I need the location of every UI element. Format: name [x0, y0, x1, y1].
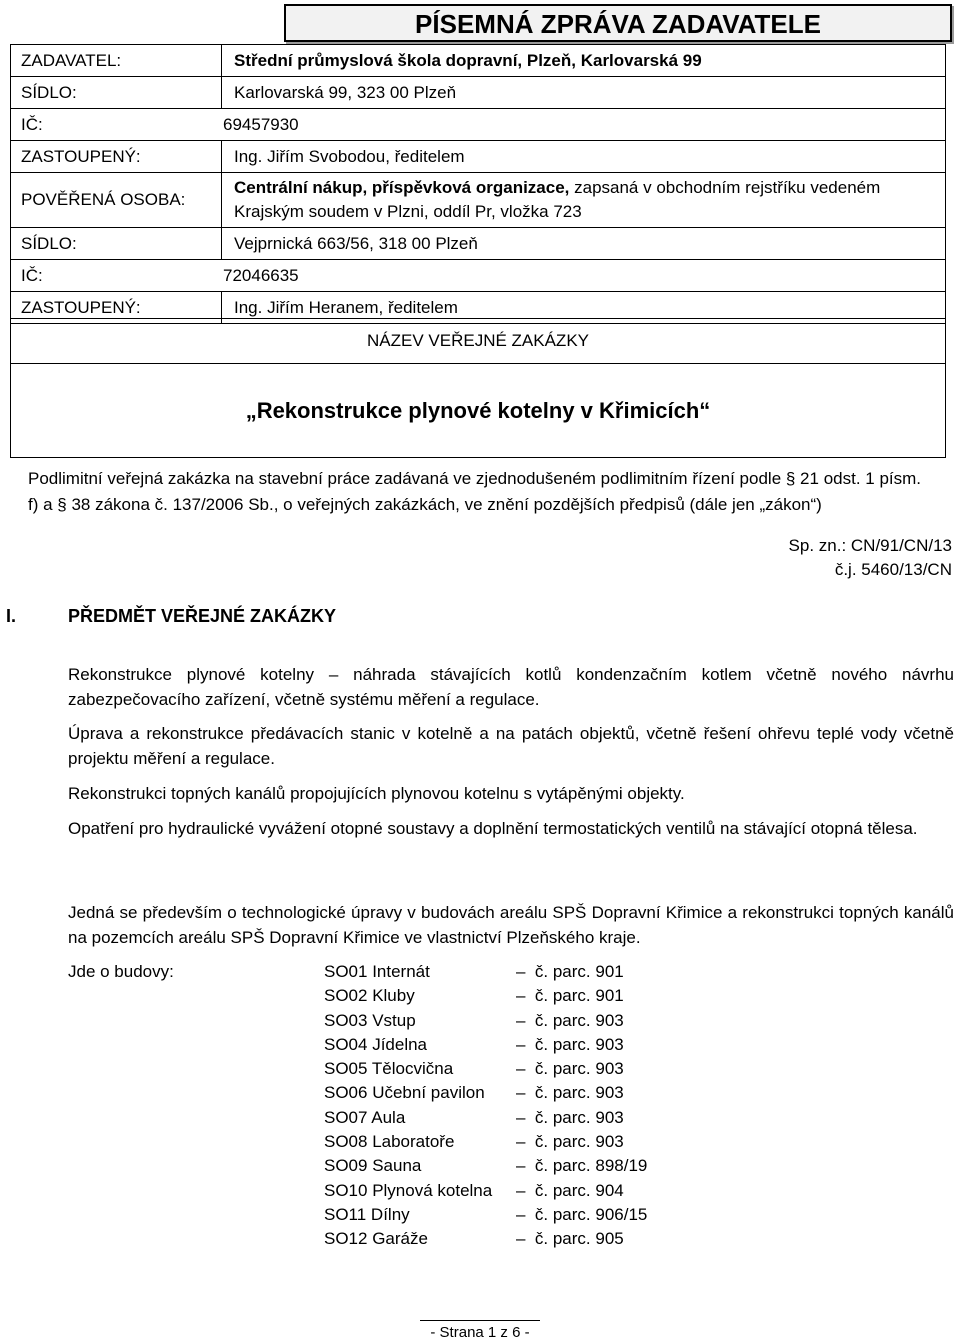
building-parcel: – č. parc. 904 — [516, 1180, 624, 1200]
building-name: SO07 Aula — [324, 1107, 406, 1127]
sp-zn: Sp. zn.: CN/91/CN/13 — [788, 536, 952, 555]
paragraph-5: Jedná se především o technologické úpravy v budovách areálu SPŠ Dopravní Křimice a rekonstrukci topných kanálů na pozemcích areálu SPŠ Dopravní Křimice ve vlastnictví Plzeňského kraje. — [68, 903, 954, 947]
sidlo-2-value: Vejprnická 663/56, 318 00 Plzeň — [221, 228, 945, 259]
zastoupeny-1-label: ZASTOUPENÝ: — [21, 146, 141, 166]
ic-2-value: 72046635 — [223, 265, 299, 285]
building-row — [324, 1057, 647, 1081]
cj: č.j. 5460/13/CN — [834, 560, 952, 579]
building-name: SO03 Vstup — [324, 1010, 416, 1030]
building-name: SO08 Laboratoře — [324, 1132, 455, 1152]
building-parcel: – č. parc. 903 — [516, 1034, 624, 1054]
building-parcel: – č. parc. 903 — [516, 1059, 624, 1079]
file-references — [789, 534, 952, 582]
row-zadavatel — [11, 44, 945, 76]
building-name: SO09 Sauna — [324, 1156, 422, 1176]
building-parcel: – č. parc. 906/15 — [516, 1204, 648, 1224]
contract-name-box — [10, 318, 946, 458]
paragraph-4: Opatření pro hydraulické vyvážení otopné soustavy a doplnění termostatických ventilů na stávající otopná tělesa. — [68, 819, 918, 838]
sidlo-1-label: SÍDLO: — [21, 82, 77, 102]
sidlo-2-label: SÍDLO: — [21, 233, 77, 253]
building-name: SO01 Internát — [324, 962, 430, 981]
buildings-label: Jde o budovy: — [68, 962, 174, 981]
building-name: SO10 Plynová kotelna — [324, 1180, 493, 1200]
paragraph-1: Rekonstrukce plynové kotelny – náhrada stávajících kotlů kondenzačním kotlem včetně nového návrhu zabezpečovacího zařízení, včetně systému měření a regulace. — [68, 665, 954, 709]
poverena-line-1 — [234, 176, 945, 200]
building-name: SO04 Jídelna — [324, 1034, 428, 1054]
building-row — [324, 1106, 647, 1130]
ic-1-value: 69457930 — [223, 114, 299, 134]
ic-2-label: IČ: — [21, 265, 43, 285]
zastoupeny-1-value: Ing. Jiřím Svobodou, ředitelem — [221, 141, 945, 172]
section-number: I. — [6, 606, 17, 626]
row-sidlo-1 — [11, 76, 945, 108]
building-name: SO06 Učební pavilon — [324, 1083, 485, 1103]
building-parcel: – č. parc. 901 — [516, 986, 624, 1006]
building-row — [324, 1154, 647, 1178]
building-row — [324, 1130, 647, 1154]
section-heading — [6, 606, 336, 627]
building-parcel: – č. parc. 903 — [516, 1132, 624, 1152]
building-parcel: – č. parc. 903 — [516, 1083, 624, 1103]
paragraph-3: Rekonstrukci topných kanálů propojujících plynovou kotelnu s vytápěnými objekty. — [68, 784, 685, 803]
footer-rule — [420, 1320, 540, 1321]
row-ic-2 — [11, 259, 945, 291]
poverena-rest: zapsaná v obchodním rejstříku vedeném — [569, 178, 881, 197]
building-row — [324, 984, 647, 1008]
building-parcel: – č. parc. 898/19 — [516, 1156, 648, 1176]
building-row — [324, 1033, 647, 1057]
building-row — [324, 1203, 647, 1227]
building-row — [324, 1179, 647, 1203]
building-parcel: – č. parc. 905 — [516, 1229, 624, 1249]
row-sidlo-2 — [11, 227, 945, 259]
building-name: SO12 Garáže — [324, 1229, 428, 1249]
paragraph-2: Úprava a rekonstrukce předávacích stanic v kotelně a na patách objektů, včetně řešení ohřevu teplé vody včetně projektu měření a regulace. — [68, 724, 954, 768]
header-title-wrap — [10, 4, 946, 44]
building-name: SO11 Dílny — [324, 1204, 410, 1224]
building-parcel: – č. parc. 903 — [516, 1107, 624, 1127]
zadavatel-label: ZADAVATEL: — [21, 50, 122, 70]
document-title: PÍSEMNÁ ZPRÁVA ZADAVATELE — [284, 4, 952, 42]
header-rows — [10, 44, 946, 324]
zastoupeny-2-value: Ing. Jiřím Heranem, ředitelem — [221, 292, 945, 323]
poverena-line-2: Krajským soudem v Plzni, oddíl Pr, vložka 723 — [234, 202, 582, 221]
building-row — [324, 1227, 647, 1251]
building-name: SO02 Kluby — [324, 986, 415, 1006]
buildings-list — [324, 960, 647, 1252]
contract-label: NÁZEV VEŘEJNÉ ZAKÁZKY — [11, 319, 945, 364]
row-poverena-osoba — [11, 172, 945, 227]
row-zastoupeny-1 — [11, 140, 945, 172]
row-ic-1 — [11, 108, 945, 140]
zastoupeny-2-label: ZASTOUPENÝ: — [21, 297, 141, 317]
page-number: - Strana 1 z 6 - — [430, 1324, 530, 1341]
building-parcel: – č. parc. 901 — [516, 962, 624, 981]
building-parcel: – č. parc. 903 — [516, 1010, 624, 1030]
zadavatel-value: Střední průmyslová škola dopravní, Plzeň, Karlovarská 99 — [221, 45, 945, 76]
contract-description: Podlimitní veřejná zakázka na stavební práce zadávaná ve zjednodušeném podlimitním řízení podle § 21 odst. 1 písm. f) a § 38 zákona č. 137/2006 Sb., o veřejných zakázkách, ve znění pozdějších předpisů (dále jen „zákon“) — [28, 469, 922, 514]
building-name: SO05 Tělocvična — [324, 1059, 454, 1079]
building-row — [324, 1081, 647, 1105]
poverena-label: POVĚŘENÁ OSOBA: — [21, 190, 186, 209]
building-row — [324, 960, 647, 984]
building-row — [324, 1009, 647, 1033]
poverena-org: Centrální nákup, příspěvková organizace, — [234, 178, 570, 197]
section-title: PŘEDMĚT VEŘEJNÉ ZAKÁZKY — [68, 606, 337, 626]
contract-name: „Rekonstrukce plynové kotelny v Křimicích“ — [245, 398, 711, 423]
poverena-value — [221, 173, 945, 227]
ic-1-label: IČ: — [21, 114, 43, 134]
sidlo-1-value: Karlovarská 99, 323 00 Plzeň — [221, 77, 945, 108]
header-table — [10, 4, 946, 324]
